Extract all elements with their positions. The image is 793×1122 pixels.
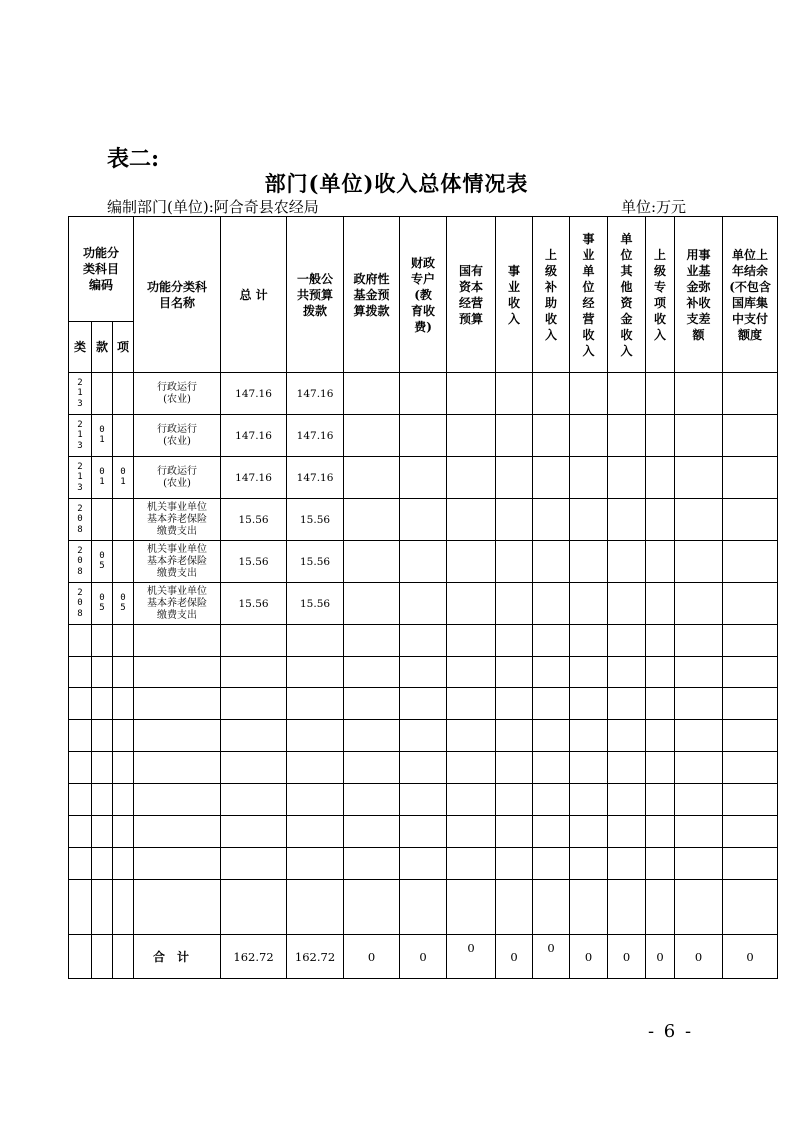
totals-affiliated-business: 0 xyxy=(570,935,608,979)
general-budget-cell: 147.16 xyxy=(287,415,344,457)
empty-row xyxy=(69,816,778,848)
total-cell: 147.16 xyxy=(221,373,287,415)
class-code: 213 xyxy=(69,457,92,499)
table-row xyxy=(69,583,778,625)
item-code xyxy=(113,373,134,415)
totals-label: 合计 xyxy=(134,935,221,979)
header-affiliated-business: 事业单位经营收入 xyxy=(570,217,608,373)
item-code: 05 xyxy=(113,583,134,625)
totals-general-budget: 162.72 xyxy=(287,935,344,979)
header-general-budget: 一般公共预算拨款 xyxy=(287,217,344,373)
totals-fund-makeup: 0 xyxy=(675,935,723,979)
header-other-funds: 单位其他资金收入 xyxy=(608,217,646,373)
subject-name: 机关事业单位 基本养老保险 缴费支出 xyxy=(134,583,221,625)
class-code: 208 xyxy=(69,541,92,583)
totals-total: 162.72 xyxy=(221,935,287,979)
totals-gov-fund: 0 xyxy=(344,935,400,979)
item-code xyxy=(113,541,134,583)
header-total: 总 计 xyxy=(221,217,287,373)
empty-row xyxy=(69,625,778,657)
empty-row xyxy=(69,784,778,816)
section-code: 05 xyxy=(92,541,113,583)
general-budget-cell: 15.56 xyxy=(287,499,344,541)
header-business-income: 事业收入 xyxy=(496,217,533,373)
total-cell: 147.16 xyxy=(221,457,287,499)
section-code: 05 xyxy=(92,583,113,625)
class-code: 213 xyxy=(69,373,92,415)
total-cell: 147.16 xyxy=(221,415,287,457)
total-cell: 15.56 xyxy=(221,583,287,625)
section-code: 01 xyxy=(92,415,113,457)
department-line: 编制部门(单位):阿合奇县农经局 xyxy=(107,198,319,216)
section-code: 01 xyxy=(92,457,113,499)
subject-name: 机关事业单位 基本养老保险 缴费支出 xyxy=(134,499,221,541)
empty-row xyxy=(69,720,778,752)
item-code: 01 xyxy=(113,457,134,499)
class-code: 208 xyxy=(69,499,92,541)
item-code xyxy=(113,415,134,457)
subject-name: 行政运行 (农业) xyxy=(134,457,221,499)
class-code: 213 xyxy=(69,415,92,457)
table-row xyxy=(69,541,778,583)
table-row xyxy=(69,373,778,415)
header-item: 项 xyxy=(113,322,134,373)
header-name: 功能分类科目名称 xyxy=(134,217,221,373)
totals-upper-subsidy: 0 xyxy=(533,935,570,979)
header-section: 款 xyxy=(92,322,113,373)
totals-fiscal-special: 0 xyxy=(400,935,447,979)
general-budget-cell: 147.16 xyxy=(287,373,344,415)
table-row xyxy=(69,457,778,499)
empty-row xyxy=(69,657,778,688)
totals-row xyxy=(69,935,778,979)
section-code xyxy=(92,373,113,415)
header-class: 类 xyxy=(69,322,92,373)
table-row xyxy=(69,499,778,541)
total-cell: 15.56 xyxy=(221,499,287,541)
general-budget-cell: 15.56 xyxy=(287,541,344,583)
section-code xyxy=(92,499,113,541)
table-row xyxy=(69,415,778,457)
totals-state-capital: 0 xyxy=(447,935,496,979)
empty-row xyxy=(69,688,778,720)
header-code-group: 功能分类科目编码 xyxy=(69,217,134,322)
header-gov-fund: 政府性基金预算拨款 xyxy=(344,217,400,373)
unit-line: 单位:万元 xyxy=(621,198,687,216)
general-budget-cell: 15.56 xyxy=(287,583,344,625)
totals-other-funds: 0 xyxy=(608,935,646,979)
empty-row xyxy=(69,880,778,935)
header-prior-balance: 单位上年结余(不包含国库集中支付额度 xyxy=(723,217,778,373)
item-code xyxy=(113,499,134,541)
header-fund-makeup: 用事业基金弥补收支差额 xyxy=(675,217,723,373)
page-number: - 6 - xyxy=(648,1021,694,1042)
subject-name: 行政运行 (农业) xyxy=(134,373,221,415)
empty-row xyxy=(69,752,778,784)
totals-upper-special: 0 xyxy=(646,935,675,979)
header-fiscal-special: 财政专户(教育收费) xyxy=(400,217,447,373)
header-upper-special: 上级专项收入 xyxy=(646,217,675,373)
class-code: 208 xyxy=(69,583,92,625)
header-upper-subsidy: 上级补助收入 xyxy=(533,217,570,373)
document-title: 部门(单位)收入总体情况表 xyxy=(264,171,529,196)
empty-row xyxy=(69,848,778,880)
general-budget-cell: 147.16 xyxy=(287,457,344,499)
income-summary-table xyxy=(68,216,778,979)
table-label: 表二: xyxy=(107,146,160,172)
header-row xyxy=(69,217,778,322)
total-cell: 15.56 xyxy=(221,541,287,583)
totals-prior-balance: 0 xyxy=(723,935,778,979)
totals-business-income: 0 xyxy=(496,935,533,979)
header-state-capital: 国有资本经营预算 xyxy=(447,217,496,373)
subject-name: 行政运行 (农业) xyxy=(134,415,221,457)
subject-name: 机关事业单位 基本养老保险 缴费支出 xyxy=(134,541,221,583)
